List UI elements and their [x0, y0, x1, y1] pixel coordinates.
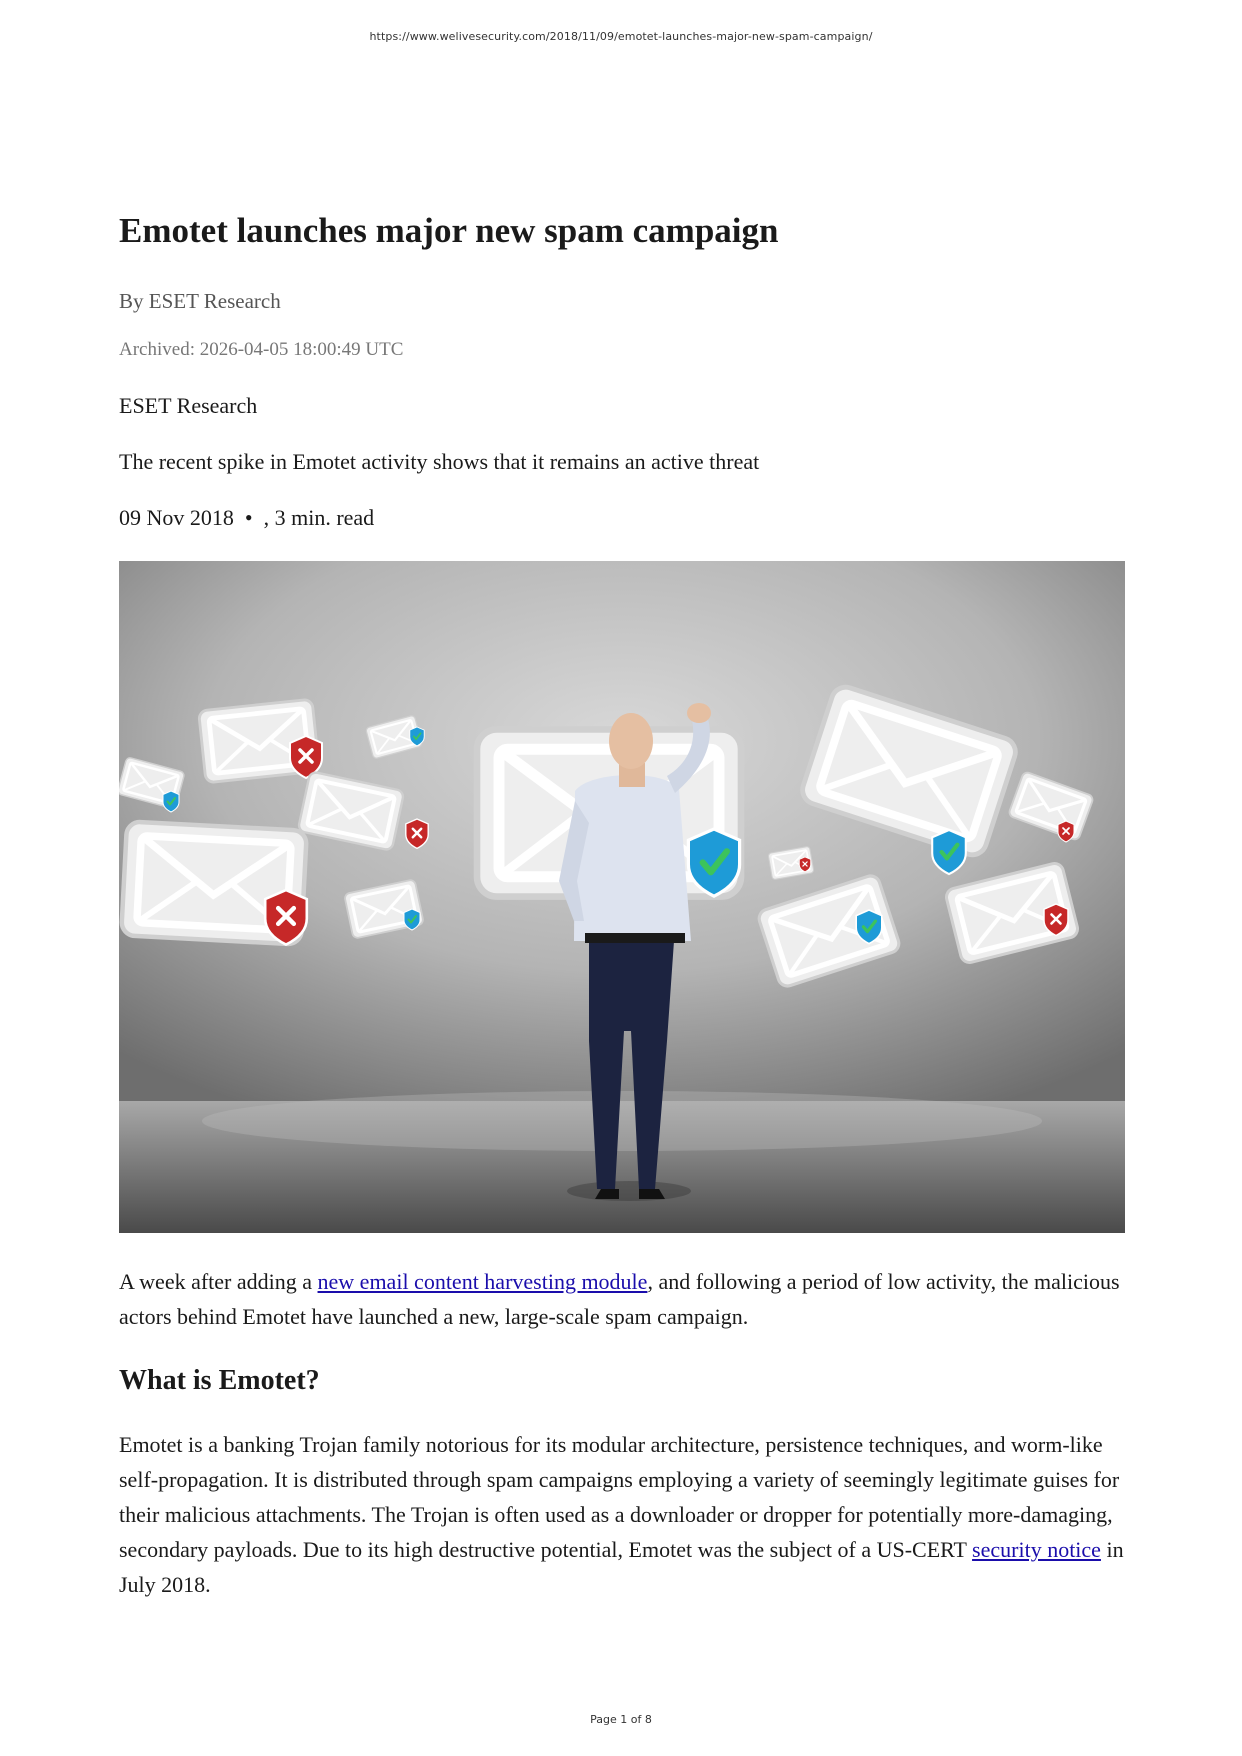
email-harvesting-module-link[interactable]: new email content harvesting module	[317, 1269, 648, 1294]
description-text-end: in July 2018.	[119, 1537, 1124, 1597]
intro-text-start: A week after adding a	[119, 1269, 318, 1294]
article-title: Emotet launches major new spam campaign	[119, 211, 779, 250]
hero-image	[119, 561, 1125, 1233]
article-subtitle: The recent spike in Emotet activity shows that it remains an active threat	[119, 449, 760, 474]
intro-paragraph	[119, 1264, 1125, 1334]
section-heading-what-is-emotet: What is Emotet?	[119, 1365, 320, 1396]
description-text-start: Emotet is a banking Trojan family notorious for its modular architecture, persistence techniques, and worm-like self-propagation. It is distributed through spam campaigns employing a variety of seemingly legitimate guises for their malicious attachments. The Trojan is often used as a downloader or dropper for potentially more-damaging, secondary payloads. Due to its high destructive potential, Emotet was the subject of a US-CERT	[119, 1432, 1120, 1562]
author-name: ESET Research	[119, 393, 258, 418]
meta-separator: •	[244, 505, 253, 530]
publish-date: 09 Nov 2018	[119, 505, 234, 530]
article-meta	[119, 505, 374, 531]
archived-timestamp: Archived: 2026-04-05 18:00:49 UTC	[119, 339, 404, 360]
page-url-header: https://www.welivesecurity.com/2018/11/09/emotet-launches-major-new-spam-campaign/	[369, 30, 873, 43]
emotet-description-paragraph	[119, 1427, 1125, 1602]
page-number-footer: Page 1 of 8	[590, 1713, 652, 1726]
read-time: , 3 min. read	[263, 505, 375, 530]
security-notice-link[interactable]: security notice	[972, 1537, 1101, 1562]
article-byline: By ESET Research	[119, 289, 281, 313]
intro-text-end: , and following a period of low activity, the malicious actors behind Emotet have launched a new, large-scale spam campaign.	[119, 1269, 1120, 1329]
